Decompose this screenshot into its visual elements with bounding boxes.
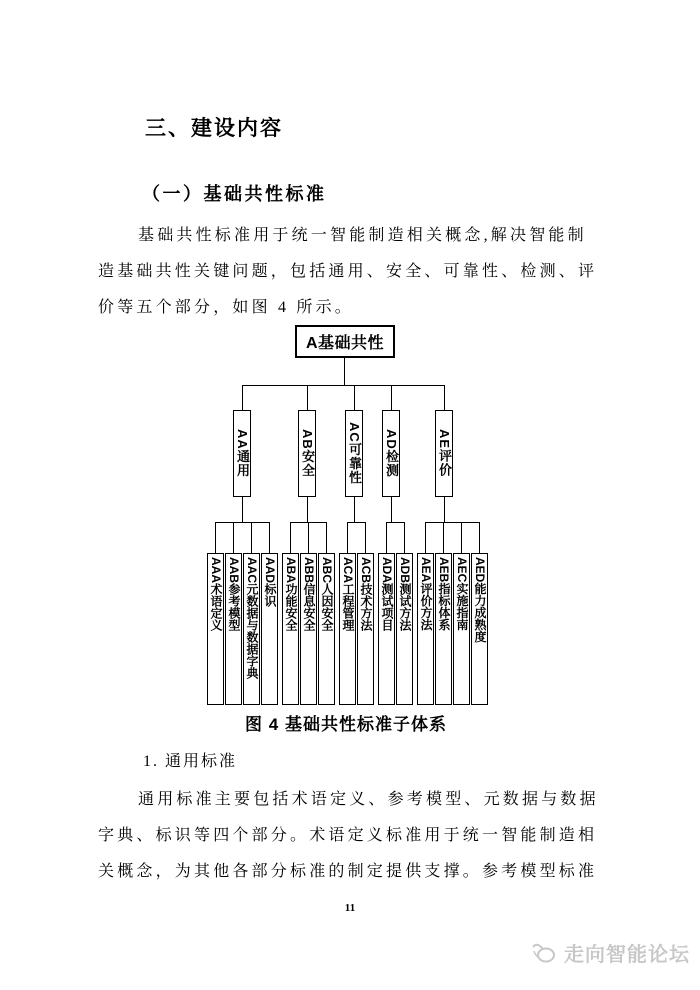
text-line: 通用标准主要包括术语定义、参考模型、元数据与数据	[138, 791, 599, 808]
watermark	[531, 938, 690, 967]
connector-line	[461, 522, 462, 553]
connector-line	[290, 522, 327, 523]
connector-line	[386, 522, 405, 523]
connector-line	[347, 522, 366, 523]
diagram-level3-box: AED能力成熟度	[471, 553, 488, 705]
diagram-level3-box: AAA术语定义	[207, 553, 224, 705]
diagram-level3-box: ABA功能安全	[282, 553, 299, 705]
text-line: 价等五个部分，如图 4 所示。	[98, 299, 355, 316]
connector-line	[365, 522, 366, 553]
diagram-level3-box: ABB信息安全	[300, 553, 317, 705]
connector-line	[391, 497, 392, 522]
list-item-heading: 1. 通用标准	[143, 753, 238, 770]
text-line: 字典、标识等四个部分。术语定义标准用于统一智能制造相	[98, 827, 598, 844]
connector-line	[242, 385, 243, 410]
watermark-text: 走向智能论坛	[564, 944, 690, 966]
connector-line	[307, 497, 308, 522]
connector-line	[444, 385, 445, 410]
connector-line	[242, 385, 445, 386]
text-line: 基础共性标准用于统一智能制造相关概念,解决智能制	[138, 227, 587, 244]
diagram-level3-box: ABC人因安全	[318, 553, 335, 705]
connector-line	[354, 385, 355, 410]
diagram-level3-box: AEA评价方法	[417, 553, 434, 705]
diagram-level3-box: AEC实施指南	[453, 553, 470, 705]
figure-caption: 图 4 基础共性标准子体系	[245, 715, 447, 734]
connector-line	[354, 497, 355, 522]
paragraph-2	[98, 782, 604, 890]
diagram-level2-box: AB安全	[298, 410, 316, 497]
connector-line	[242, 497, 243, 522]
diagram-level3-box: ADB测试方法	[396, 553, 413, 705]
connector-line	[425, 522, 426, 553]
connector-line	[307, 385, 308, 410]
diagram-level2-box: AD检测	[382, 410, 400, 497]
diagram-level3-box: ACA工程管理	[339, 553, 356, 705]
connector-line	[344, 358, 345, 385]
connector-line	[251, 522, 252, 553]
connector-line	[215, 522, 270, 523]
diagram-level2-box: AC可靠性	[345, 410, 363, 497]
connector-line	[391, 385, 392, 410]
watermark-logo-icon	[531, 941, 559, 965]
diagram-level3-box: ADA测试项目	[378, 553, 395, 705]
connector-line	[269, 522, 270, 553]
diagram-root-box: A基础共性	[295, 325, 395, 358]
section-heading: 三、建设内容	[145, 117, 283, 140]
connector-line	[215, 522, 216, 553]
connector-line	[443, 522, 444, 553]
diagram-level2-box: AE评价	[435, 410, 453, 497]
diagram-level2-box: AA通用	[233, 410, 251, 497]
text-line: 关概念，为其他各部分标准的制定提供支撑。参考模型标准	[98, 863, 598, 880]
diagram-level3-box: AAB参考模型	[225, 553, 242, 705]
diagram-level3-box: AAD标识	[261, 553, 278, 705]
connector-line	[386, 522, 387, 553]
text-line: 造基础共性关键问题，包括通用、安全、可靠性、检测、评	[98, 263, 598, 280]
connector-line	[444, 497, 445, 522]
paragraph-1	[98, 218, 604, 326]
connector-line	[290, 522, 291, 553]
connector-line	[425, 522, 480, 523]
diagram-level3-box: AEB指标体系	[435, 553, 452, 705]
page-number: 11	[344, 902, 356, 914]
diagram-level3-box: AAC元数据与数据字典	[243, 553, 260, 705]
connector-line	[233, 522, 234, 553]
connector-line	[326, 522, 327, 553]
connector-line	[404, 522, 405, 553]
connector-line	[347, 522, 348, 553]
connector-line	[308, 522, 309, 553]
connector-line	[479, 522, 480, 553]
subsection-heading: （一）基础共性标准	[142, 184, 327, 204]
diagram-level3-box: ACB技术方法	[357, 553, 374, 705]
